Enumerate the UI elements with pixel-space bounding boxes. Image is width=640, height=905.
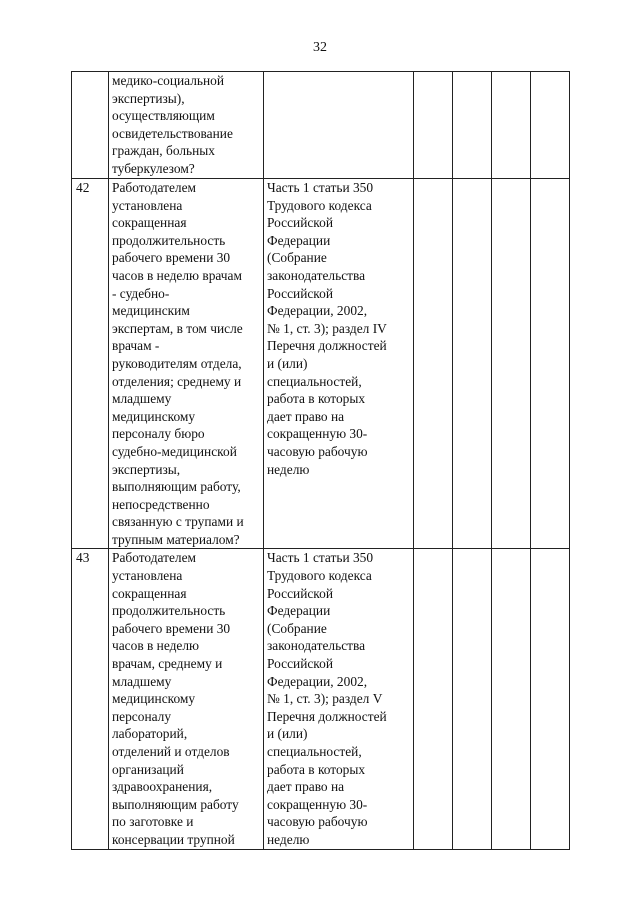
question-line: младшему <box>112 673 172 689</box>
reference-line: Трудового кодекса <box>267 568 372 584</box>
question-line: отделения; среднему и <box>112 373 242 389</box>
answer-cell <box>453 549 492 849</box>
reference-line: Российской <box>267 215 333 231</box>
question-line: медицинскому <box>112 408 196 424</box>
question-line: рабочего времени 30 <box>112 250 231 266</box>
reference-line: часовую рабочую <box>267 443 368 459</box>
answer-cell <box>414 549 453 849</box>
reference-line: сокращенную 30- <box>267 426 368 442</box>
reference-line: дает право на <box>267 408 345 424</box>
reference-line: (Собрание <box>267 620 327 636</box>
table-row <box>72 549 570 849</box>
question-line: трупным материалом? <box>112 531 240 547</box>
reference-cell <box>264 72 414 179</box>
question-line: Работодателем <box>112 180 197 195</box>
question-line: освидетельствование <box>112 125 233 141</box>
reference-line: часовую рабочую <box>267 814 368 830</box>
row-number: 42 <box>72 179 109 549</box>
question-line: здравоохранения, <box>112 779 213 795</box>
answer-cell <box>492 549 531 849</box>
question-line: Работодателем <box>112 550 197 566</box>
reference-line: работа в которых <box>267 761 366 777</box>
table-row <box>72 179 570 549</box>
question-line: туберкулезом? <box>112 160 195 176</box>
reference-cell <box>264 179 414 549</box>
question-line: установлена <box>112 197 183 213</box>
reference-line: сокращенную 30- <box>267 796 368 812</box>
question-line: связанную с трупами и <box>112 514 244 530</box>
answer-cell <box>453 72 492 179</box>
question-line: врачам - <box>112 338 160 354</box>
reference-line: и (или) <box>267 726 308 742</box>
reference-line: Федерации <box>267 232 331 248</box>
reference-line: Федерации, 2002, <box>267 673 368 689</box>
question-line: сокращенная <box>112 215 187 231</box>
question-line: младшему <box>112 391 172 407</box>
question-line: выполняющим работу <box>112 796 239 812</box>
question-line: медицинским <box>112 303 190 319</box>
table-row <box>72 72 570 179</box>
reference-line: Федерации <box>267 603 331 619</box>
question-line: персоналу бюро <box>112 426 205 442</box>
answer-cell <box>492 179 531 549</box>
question-line: часов в неделю <box>112 638 200 654</box>
question-cell <box>109 179 264 549</box>
question-line: продолжительность <box>112 603 226 619</box>
question-line: граждан, больных <box>112 143 215 159</box>
question-line: по заготовке и <box>112 814 194 830</box>
question-line: персоналу <box>112 708 172 724</box>
checklist-table <box>71 71 570 850</box>
reference-line: Часть 1 статьи 350 <box>267 180 374 195</box>
reference-line: Трудового кодекса <box>267 197 372 213</box>
reference-line: № 1, ст. 3); раздел IV <box>267 320 387 336</box>
reference-cell <box>264 549 414 849</box>
question-line: экспертам, в том числе <box>112 320 243 336</box>
question-line: экспертизы, <box>112 461 181 477</box>
question-line: врачам, среднему и <box>112 656 223 672</box>
reference-line: Часть 1 статьи 350 <box>267 550 374 566</box>
question-line: выполняющим работу, <box>112 479 241 495</box>
question-line: осуществляющим <box>112 108 215 124</box>
question-line: организаций <box>112 761 184 777</box>
reference-line: законодательства <box>267 267 366 283</box>
question-line: сокращенная <box>112 585 187 601</box>
reference-line: неделю <box>267 831 310 847</box>
reference-line: законодательства <box>267 638 366 654</box>
reference-line: № 1, ст. 3); раздел V <box>267 691 383 707</box>
reference-line: Федерации, 2002, <box>267 303 368 319</box>
answer-cell <box>531 179 570 549</box>
question-cell <box>109 549 264 849</box>
question-line: непосредственно <box>112 496 210 512</box>
reference-line: Российской <box>267 285 333 301</box>
question-line: продолжительность <box>112 232 226 248</box>
row-number <box>72 72 109 179</box>
answer-cell <box>414 72 453 179</box>
answer-cell <box>414 179 453 549</box>
question-line: медицинскому <box>112 691 196 707</box>
question-line: отделений и отделов <box>112 744 230 759</box>
answer-cell <box>492 72 531 179</box>
row-number: 43 <box>72 549 109 849</box>
reference-line: Перечня должностей <box>267 338 387 354</box>
question-cell <box>109 72 264 179</box>
question-line: консервации трупной <box>112 831 235 847</box>
page-number: 32 <box>313 40 327 55</box>
question-line: медико-социальной <box>112 73 225 88</box>
reference-line: дает право на <box>267 779 345 795</box>
question-line: часов в неделю врачам <box>112 267 242 283</box>
question-line: установлена <box>112 568 183 584</box>
reference-line: специальностей, <box>267 373 362 389</box>
reference-line: неделю <box>267 461 310 477</box>
reference-line: (Собрание <box>267 250 327 266</box>
question-line: лабораторий, <box>112 726 188 742</box>
reference-line: Перечня должностей <box>267 708 387 724</box>
reference-line: и (или) <box>267 355 308 371</box>
reference-line: работа в которых <box>267 391 366 407</box>
question-line: руководителям отдела, <box>112 355 242 371</box>
question-line: экспертизы), <box>112 90 185 106</box>
answer-cell <box>531 549 570 849</box>
answer-cell <box>531 72 570 179</box>
answer-cell <box>453 179 492 549</box>
question-line: рабочего времени 30 <box>112 620 231 636</box>
question-line: - судебно- <box>112 285 170 301</box>
reference-line: специальностей, <box>267 744 362 759</box>
reference-line: Российской <box>267 656 333 672</box>
reference-line: Российской <box>267 585 333 601</box>
question-line: судебно-медицинской <box>112 443 237 459</box>
